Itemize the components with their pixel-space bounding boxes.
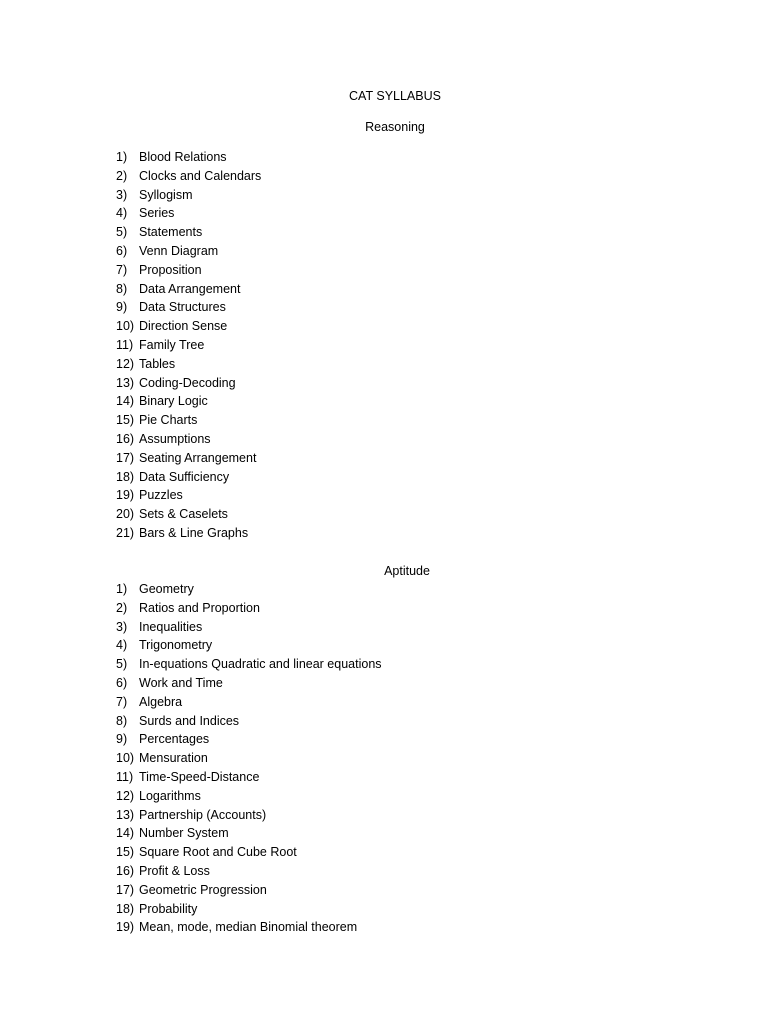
list-item-text: Assumptions [139, 431, 211, 446]
list-item-text: Binary Logic [139, 394, 208, 409]
list-item-number: 8) [116, 713, 128, 728]
section-heading-reasoning: Reasoning [365, 120, 425, 134]
list-item-text: Puzzles [139, 488, 183, 503]
list-item-number: 7) [116, 262, 128, 277]
list-item [116, 204, 261, 223]
list-item-number: 12) [116, 356, 135, 371]
list-item-text: Series [139, 206, 175, 221]
list-item-number: 15) [116, 413, 135, 428]
list-item [116, 392, 261, 411]
list-item-text: Square Root and Cube Root [139, 845, 297, 860]
list-item [116, 411, 261, 430]
aptitude-topic-list [116, 580, 382, 937]
list-item-number: 1) [116, 150, 128, 164]
list-item-number: 13) [116, 807, 135, 822]
list-item-number: 13) [116, 375, 135, 390]
list-item-text: Time-Speed-Distance [139, 769, 260, 784]
list-item-text: Logarithms [139, 788, 201, 803]
list-item [116, 900, 382, 919]
document-title: CAT SYLLABUS [349, 89, 441, 103]
list-item-text: Statements [139, 225, 203, 240]
list-item-number: 1) [116, 582, 128, 596]
list-item-text: Syllogism [139, 187, 193, 202]
list-item [116, 261, 261, 280]
reasoning-topic-list [116, 148, 261, 543]
list-item-text: In-equations Quadratic and linear equations [139, 657, 382, 672]
list-item-number: 5) [116, 225, 128, 240]
list-item-number: 19) [116, 920, 135, 935]
list-item-number: 2) [116, 168, 128, 183]
list-item-text: Ratios and Proportion [139, 600, 260, 615]
list-item-number: 4) [116, 638, 128, 653]
list-item [116, 486, 261, 505]
list-item-text: Inequalities [139, 619, 203, 634]
list-item [116, 167, 261, 186]
list-item-number: 12) [116, 788, 135, 803]
list-item [116, 186, 261, 205]
list-item [116, 223, 261, 242]
list-item [116, 843, 382, 862]
list-item-text: Data Sufficiency [139, 469, 230, 484]
list-item-text: Geometry [139, 582, 194, 596]
list-item-text: Sets & Caselets [139, 507, 228, 522]
list-item-text: Pie Charts [139, 413, 198, 428]
list-item-text: Number System [139, 826, 229, 841]
list-item-number: 16) [116, 863, 135, 878]
list-item-number: 5) [116, 657, 128, 672]
list-item-number: 15) [116, 845, 135, 860]
list-item-number: 16) [116, 431, 135, 446]
list-item-text: Work and Time [139, 675, 223, 690]
list-item [116, 655, 382, 674]
list-item-text: Clocks and Calendars [139, 168, 262, 183]
list-item [116, 336, 261, 355]
list-item-number: 17) [116, 450, 135, 465]
list-item-number: 3) [116, 619, 128, 634]
list-item-number: 8) [116, 281, 128, 296]
list-item [116, 787, 382, 806]
list-item-text: Algebra [139, 694, 183, 709]
list-item-number: 18) [116, 469, 135, 484]
list-item-number: 10) [116, 751, 135, 766]
list-item [116, 730, 382, 749]
list-item-number: 19) [116, 488, 135, 503]
list-item [116, 374, 261, 393]
list-item [116, 317, 261, 336]
list-item-number: 17) [116, 882, 135, 897]
list-item-text: Coding-Decoding [139, 375, 236, 390]
list-item-number: 20) [116, 507, 135, 522]
list-item-text: Geometric Progression [139, 882, 267, 897]
list-item [116, 636, 382, 655]
list-item-text: Bars & Line Graphs [139, 525, 249, 540]
list-item-number: 3) [116, 187, 128, 202]
list-item [116, 298, 261, 317]
list-item [116, 280, 261, 299]
list-item [116, 881, 382, 900]
list-item [116, 693, 382, 712]
list-item [116, 862, 382, 881]
list-item-text: Percentages [139, 732, 210, 747]
list-item-number: 11) [116, 769, 134, 784]
list-item [116, 505, 261, 524]
list-item [116, 242, 261, 261]
list-item [116, 449, 261, 468]
list-item [116, 768, 382, 787]
list-item-text: Tables [139, 356, 176, 371]
list-item-text: Partnership (Accounts) [139, 807, 267, 822]
list-item [116, 806, 382, 825]
list-item-number: 9) [116, 300, 128, 315]
list-item [116, 148, 261, 167]
list-item-text: Proposition [139, 262, 202, 277]
list-item [116, 674, 382, 693]
list-item [116, 599, 382, 618]
list-item-text: Blood Relations [139, 150, 227, 164]
list-item-number: 11) [116, 337, 134, 352]
list-item [116, 918, 382, 937]
list-item [116, 824, 382, 843]
list-item [116, 524, 261, 543]
section-heading-aptitude: Aptitude [384, 564, 430, 578]
list-item-number: 14) [116, 826, 135, 841]
list-item [116, 580, 382, 599]
list-item-text: Seating Arrangement [139, 450, 257, 465]
list-item [116, 749, 382, 768]
list-item-number: 14) [116, 394, 135, 409]
list-item [116, 468, 261, 487]
list-item-text: Profit & Loss [139, 863, 210, 878]
list-item-text: Mean, mode, median Binomial theorem [139, 920, 358, 935]
list-item-text: Venn Diagram [139, 243, 219, 258]
list-item-number: 21) [116, 525, 135, 540]
list-item-number: 2) [116, 600, 128, 615]
list-item [116, 712, 382, 731]
list-item-number: 7) [116, 694, 128, 709]
list-item-number: 10) [116, 319, 135, 334]
list-item-text: Trigonometry [139, 638, 213, 653]
list-item-text: Surds and Indices [139, 713, 240, 728]
list-item-number: 6) [116, 675, 128, 690]
list-item-text: Data Arrangement [139, 281, 241, 296]
list-item-number: 4) [116, 206, 128, 221]
list-item-number: 6) [116, 243, 128, 258]
list-item-text: Direction Sense [139, 319, 228, 334]
list-item [116, 355, 261, 374]
list-item-text: Probability [139, 901, 198, 916]
list-item-text: Data Structures [139, 300, 226, 315]
list-item-text: Family Tree [139, 337, 205, 352]
list-item-number: 9) [116, 732, 128, 747]
list-item [116, 430, 261, 449]
list-item-text: Mensuration [139, 751, 208, 766]
list-item-number: 18) [116, 901, 135, 916]
list-item [116, 618, 382, 637]
